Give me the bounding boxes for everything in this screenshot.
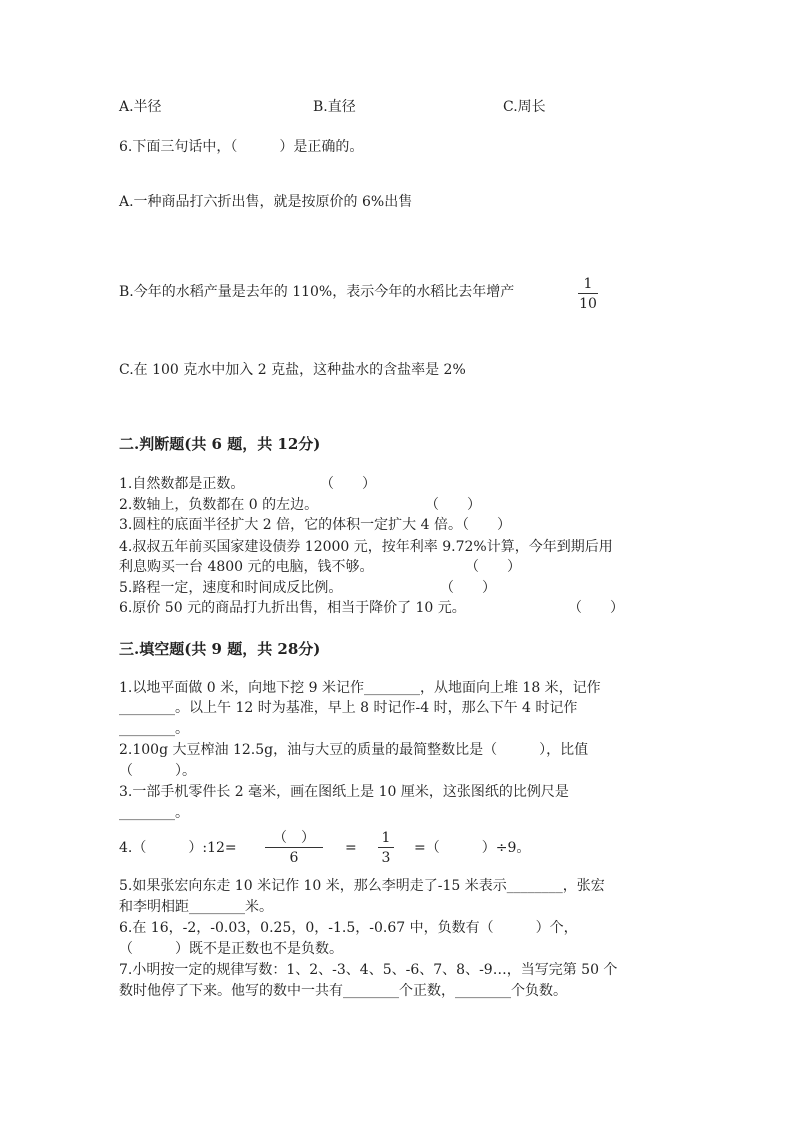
q6-option-b-fraction <box>578 276 598 312</box>
fill-q4-start: 4.（ ）:12= <box>119 840 237 856</box>
fraction-numerator: 1 <box>583 276 593 292</box>
fill-q3-line1: 3.一部手机零件长 2 毫米，画在图纸上是 10 厘米，这张图纸的比例尺是 <box>119 784 569 800</box>
judge-item-6: 6.原价 50 元的商品打九折出售，相当于降价了 10 元。 <box>119 600 466 616</box>
judge-bracket-5: （ ） <box>440 580 496 596</box>
fraction-denominator: 3 <box>381 850 391 866</box>
fill-q1-line3: ________。 <box>119 721 189 737</box>
fill-q3-line2: ________。 <box>119 805 189 821</box>
fill-q2-line1: 2.100g 大豆榨油 12.5g，油与大豆的质量的最简整数比是（ ），比值 <box>119 742 589 758</box>
fraction-bar <box>265 847 323 848</box>
fill-q6-line2: （ ）既不是正数也不是负数。 <box>119 941 343 957</box>
q5-option-a: A.半径 <box>119 99 162 115</box>
fraction-bar <box>578 293 598 294</box>
fill-q4-fraction-blank-over-6 <box>265 830 323 866</box>
judge-bracket-6: （ ） <box>568 600 624 616</box>
judge-bracket-1: （ ） <box>320 476 376 492</box>
q6-option-c: C.在 100 克水中加入 2 克盐，这种盐水的含盐率是 2% <box>119 362 466 378</box>
fill-q7-line2: 数时他停了下来。他写的数中一共有________个正数，________个负数。 <box>119 983 567 999</box>
fill-q4-end: =（ ）÷9。 <box>414 840 531 856</box>
q6-option-a: A.一种商品打六折出售，就是按原价的 6%出售 <box>119 194 413 210</box>
q5-option-c: C.周长 <box>503 99 546 115</box>
section3-title: 三.填空题(共 9 题，共 28分) <box>119 640 321 658</box>
q6-option-b: B.今年的水稻产量是去年的 110%，表示今年的水稻比去年增产 <box>119 284 515 300</box>
fraction-bar <box>378 847 394 848</box>
judge-item-4-line2: 利息购买一台 4800 元的电脑，钱不够。 <box>119 559 374 575</box>
judge-item-1: 1.自然数都是正数。 <box>119 476 245 492</box>
fill-q1-line2: ________。以上午 12 时为基准，早上 8 时记作-4 时，那么下午 4 时记作 <box>119 700 578 716</box>
q5-option-b: B.直径 <box>313 99 356 115</box>
fraction-numerator: （ ） <box>273 830 315 846</box>
fill-q2-line2: （ ）。 <box>119 763 196 779</box>
fraction-denominator: 6 <box>289 850 299 866</box>
fill-q4-equals: = <box>345 840 357 856</box>
fill-q7-line1: 7.小明按一定的规律写数：1、2、-3、4、5、-6、7、8、-9…，当写完第 50 个 <box>119 962 618 978</box>
judge-item-3: 3.圆柱的底面半径扩大 2 倍，它的体积一定扩大 4 倍。（ ） <box>119 517 511 533</box>
judge-item-2: 2.数轴上，负数都在 0 的左边。 <box>119 497 319 513</box>
fraction-numerator: 1 <box>381 830 391 846</box>
q6-stem: 6.下面三句话中，（ ）是正确的。 <box>119 139 364 155</box>
section2-title: 二.判断题(共 6 题，共 12分) <box>119 435 321 453</box>
fraction-denominator: 10 <box>579 296 597 312</box>
judge-item-5: 5.路程一定，速度和时间成反比例。 <box>119 580 343 596</box>
judge-item-4-line1: 4.叔叔五年前买国家建设债券 12000 元，按年利率 9.72%计算，今年到期后用 <box>119 539 613 555</box>
judge-bracket-2: （ ） <box>425 497 481 513</box>
fill-q4-fraction-one-third <box>378 830 394 866</box>
fill-q5-line1: 5.如果张宏向东走 10 米记作 10 米，那么李明走了-15 米表示________，张宏 <box>119 878 605 894</box>
fill-q6-line1: 6.在 16，-2，-0.03，0.25，0，-1.5，-0.67 中，负数有（ ）个， <box>119 920 578 936</box>
fill-q5-line2: 和李明相距________米。 <box>119 899 273 915</box>
judge-bracket-4: （ ） <box>465 559 521 575</box>
fill-q1-line1: 1.以地平面做 0 米，向地下挖 9 米记作________，从地面向上堆 18 米，记作 <box>119 680 601 696</box>
